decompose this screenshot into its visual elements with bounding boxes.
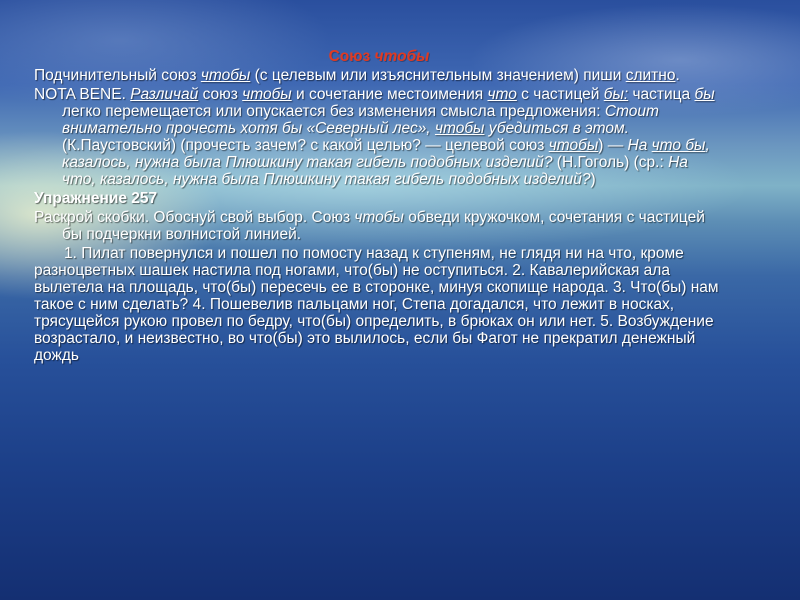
exercise-heading: Упражнение 257 (34, 190, 158, 207)
nota-text: (К.Паустовский) (прочесть зачем? с какой целью? — целевой союз (62, 137, 549, 154)
task-text: Раскрой скобки. Обоснуй свой выбор. Союз (34, 209, 355, 226)
nota-text: легко перемещается или опускается без изменения смысла предложения: (62, 103, 605, 120)
nota-text: ) — (598, 137, 628, 154)
task-text: обведи кружочком, сочетания с частицей бы подчеркни волнистой линией. (62, 209, 705, 243)
rule-text-2: (с целевым или изъяснительным значением) пиши (250, 67, 626, 84)
title-word-chtoby: чтобы (374, 48, 430, 65)
title-word-union: Союз (328, 48, 375, 65)
nota-example: убедиться в этом. (484, 120, 629, 137)
nota-text: ) (590, 171, 596, 188)
nota-example: На (627, 137, 652, 154)
nota-example: На что, казалось, нужна была Плюшкину такая гибель подобных изделий? (62, 154, 688, 188)
exercise-body: 1. Пилат повернулся и пошел по помосту назад к ступеням, не глядя ни на что, кроме разноцветных шашек настила под ногами, что(бы) не оступиться. 2. Кавалерийская ала вылетела на площадь, что(бы) пересечь ее в сторонке, минуя скопище народа. 3. Что(бы) нам такое с ним сделать? 4. Пошевелив пальцами ног, Степа догадался, что лежит в носках, трясущейся рукою провел по бедру, что(бы) определить, в брюках он или нет. 5. Возбуждение возрастало, и неизвестно, во что(бы) это вылилось, если бы Фагот не прекратил денежный дождь (34, 245, 719, 364)
nota-example: , казалось, нужна была Плюшкину такая гибель подобных изделий? (62, 137, 710, 171)
nota-chtoby-2: чтобы (548, 137, 599, 154)
nota-chto: что (487, 86, 517, 103)
nota-example-chtoby: чтобы (434, 120, 485, 137)
rule-text-1: Подчинительный союз (34, 67, 201, 84)
nota-bene-paragraph (34, 86, 724, 188)
nota-by-colon: бы: (603, 86, 629, 103)
nota-chtoby: чтобы (242, 86, 292, 103)
rule-slitno: слитно (625, 67, 676, 84)
task-chtoby: чтобы (354, 209, 404, 226)
rule-paragraph (34, 67, 724, 84)
nota-label: NOTA BENE. (34, 86, 131, 103)
nota-text: и сочетание местоимения (291, 86, 488, 103)
nota-text: частица (628, 86, 695, 103)
nota-chto-by: что бы (651, 137, 706, 154)
nota-by: бы (694, 86, 715, 103)
nota-text: с частицей (516, 86, 604, 103)
task-paragraph (34, 209, 724, 243)
slide-content (34, 48, 724, 366)
nota-text: (Н.Гоголь) (ср.: (552, 154, 669, 171)
rule-text-3: . (675, 67, 680, 84)
nota-example: Стоит внимательно прочесть хотя бы «Северный лес», (62, 103, 659, 137)
rule-chtoby: чтобы (200, 67, 251, 84)
nota-text: союз (198, 86, 243, 103)
slide-title (34, 48, 724, 65)
nota-razlichai: Различай (130, 86, 199, 103)
